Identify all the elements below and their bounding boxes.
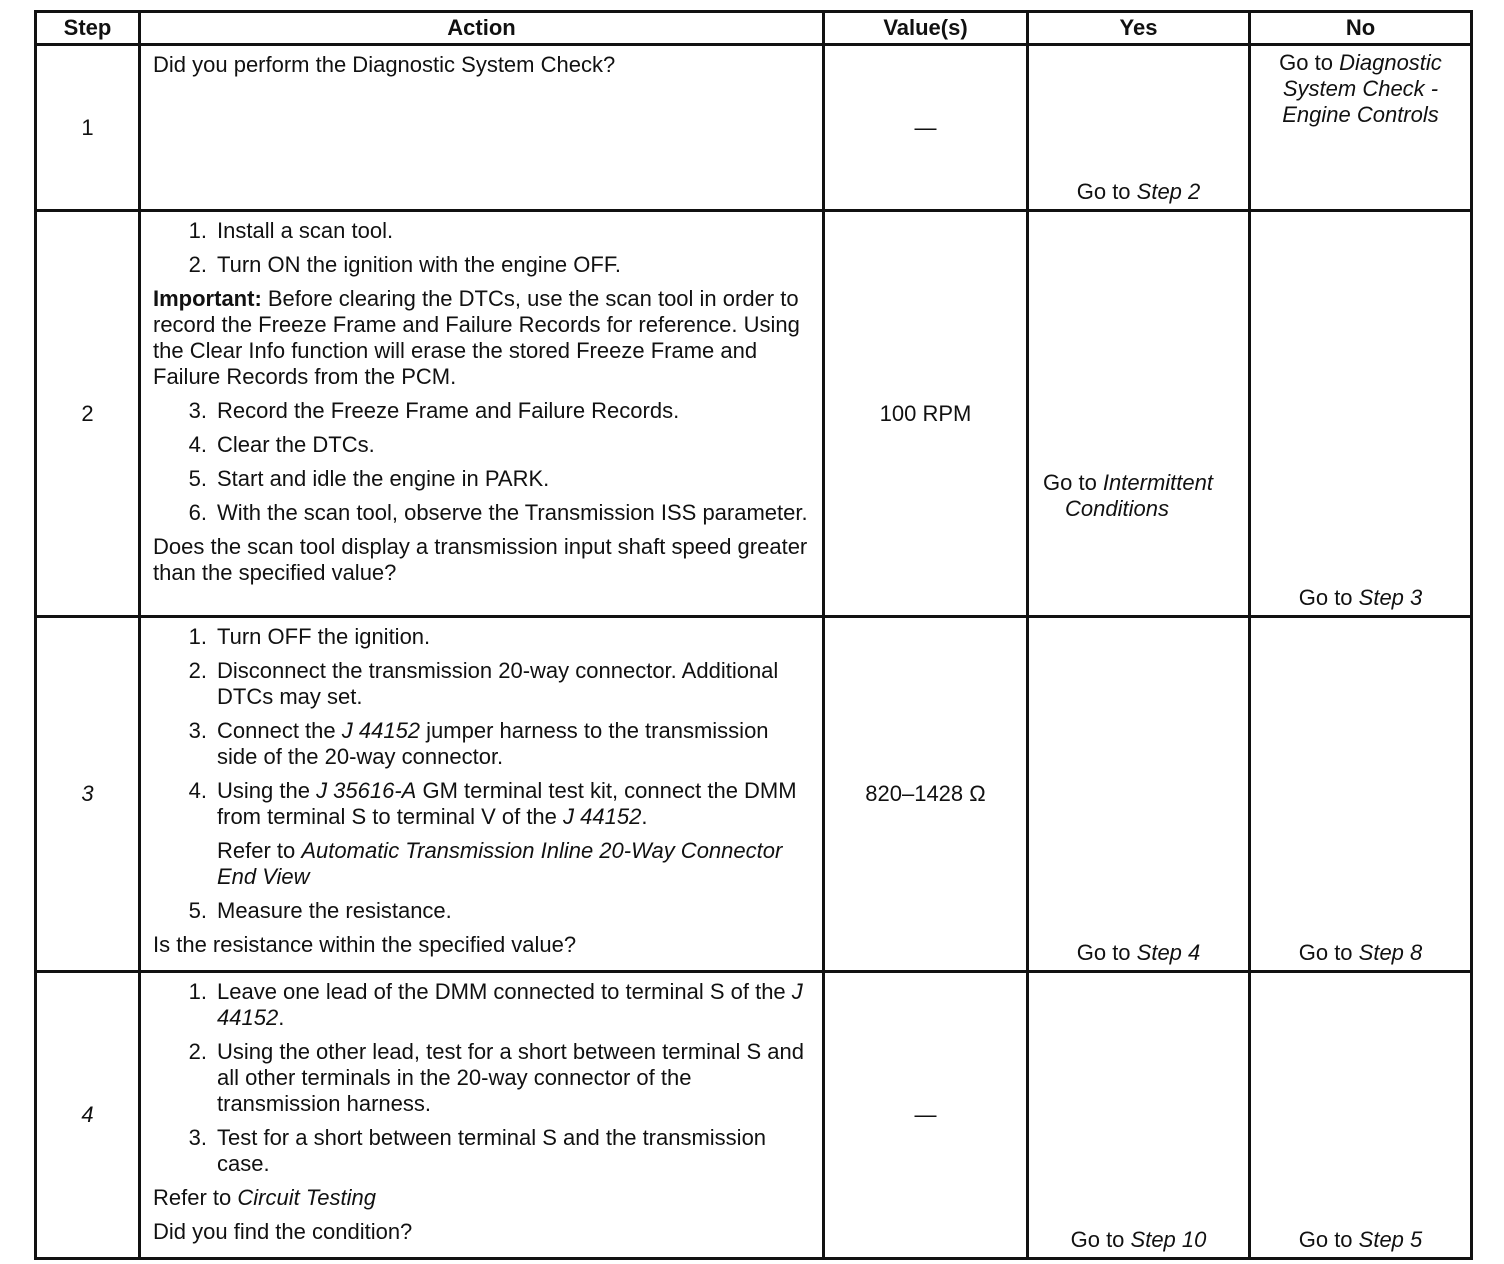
list-item: 2. Using the other lead, test for a short between terminal S and all other terminals in the 20-way connector of the transmission harness. [188,1039,804,1116]
table-row [36,211,1472,617]
tool-ref: J 44152 [217,979,803,1030]
action-steps [153,979,808,1177]
header-no: No [1250,12,1472,45]
no-cell: Go to Step 5 [1250,972,1472,1259]
list-item: 2. Disconnect the transmission 20-way connector. Additional DTCs may set. [188,658,779,709]
link-step-2[interactable]: Step 2 [1136,179,1201,204]
action-question: Did you find the condition? [153,1219,413,1244]
list-item: 5. Measure the resistance. [188,898,452,923]
list-item: 1. Turn OFF the ignition. [188,624,431,649]
link-step-10[interactable]: Step 10 [1130,1227,1207,1252]
action-question: Did you perform the Diagnostic System Check? [153,52,616,77]
link-step-8[interactable]: Step 8 [1358,940,1423,965]
tool-ref: J 44152 [563,804,642,829]
link-step-4[interactable]: Step 4 [1136,940,1201,965]
no-cell: Go to Step 3 [1250,211,1472,617]
step-number: 3 [36,617,140,972]
no-cell: Go to Step 8 [1250,617,1472,972]
action-cell [140,45,824,211]
action-cell [140,211,824,617]
refer-note: Refer to Automatic Transmission Inline 20-Way Connector End View [217,838,783,889]
link-step-3[interactable]: Step 3 [1358,585,1423,610]
important-note: Important: Before clearing the DTCs, use the scan tool in order to record the Freeze Frame and Failure Records for reference. Using the Clear Info function will erase the stored Freeze Frame and Failure Records from the PCM. [153,286,800,389]
yes-cell: Go to Step 10 [1028,972,1250,1259]
action-question: Does the scan tool display a transmission input shaft speed greater than the specified value? [153,534,808,585]
yes-cell: Go to Intermittent Conditions [1028,211,1250,617]
list-item: 5. Start and idle the engine in PARK. [188,466,550,491]
header-yes: Yes [1028,12,1250,45]
header-row [36,12,1472,45]
list-item: 1. Install a scan tool. [188,218,394,243]
action-steps [153,898,808,924]
yes-cell: Go to Step 4 [1028,617,1250,972]
value-cell: — [824,972,1028,1259]
step-number: 2 [36,211,140,617]
table-row [36,617,1472,972]
header-action: Action [140,12,824,45]
list-item: 1. Leave one lead of the DMM connected to terminal S of the J 44152. [188,979,803,1030]
action-steps [153,218,808,278]
step-number: 4 [36,972,140,1259]
link-intermittent-conditions[interactable]: Intermittent Conditions [1065,470,1213,521]
header-step: Step [36,12,140,45]
list-item: 3. Record the Freeze Frame and Failure Records. [188,398,680,423]
action-steps [153,398,808,526]
list-item: 3. Test for a short between terminal S and the transmission case. [188,1125,767,1176]
value-cell: — [824,45,1028,211]
list-item: 4. Clear the DTCs. [188,432,375,457]
action-cell [140,972,824,1259]
table-row [36,45,1472,211]
link-diagnostic-system-check[interactable]: Diagnostic System Check - Engine Controls [1282,50,1442,127]
yes-cell: Go to Step 2 [1028,45,1250,211]
link-circuit-testing[interactable]: Circuit Testing [237,1185,376,1210]
list-item: 3. Connect the J 44152 jumper harness to the transmission side of the 20-way connector. [188,718,769,769]
value-cell: 820–1428 Ω [824,617,1028,972]
tool-ref: J 35616-A [316,778,417,803]
step-number: 1 [36,45,140,211]
tool-ref: J 44152 [341,718,421,743]
header-values: Value(s) [824,12,1028,45]
action-cell [140,617,824,972]
diagnostic-table [34,10,1473,1260]
list-item: 6. With the scan tool, observe the Transmission ISS parameter. [188,500,808,525]
link-connector-end-view[interactable]: Automatic Transmission Inline 20-Way Connector End View [217,838,783,889]
list-item: 4. Using the J 35616-A GM terminal test kit, connect the DMM from terminal S to terminal V of the J 44152. [188,778,797,829]
link-step-5[interactable]: Step 5 [1358,1227,1423,1252]
refer-note: Refer to Circuit Testing [153,1185,376,1210]
table-row [36,972,1472,1259]
action-steps [153,624,808,830]
value-cell: 100 RPM [824,211,1028,617]
list-item: 2. Turn ON the ignition with the engine OFF. [188,252,621,277]
no-cell: Go to Diagnostic System Check - Engine Controls [1250,45,1472,211]
action-question: Is the resistance within the specified value? [153,932,577,957]
